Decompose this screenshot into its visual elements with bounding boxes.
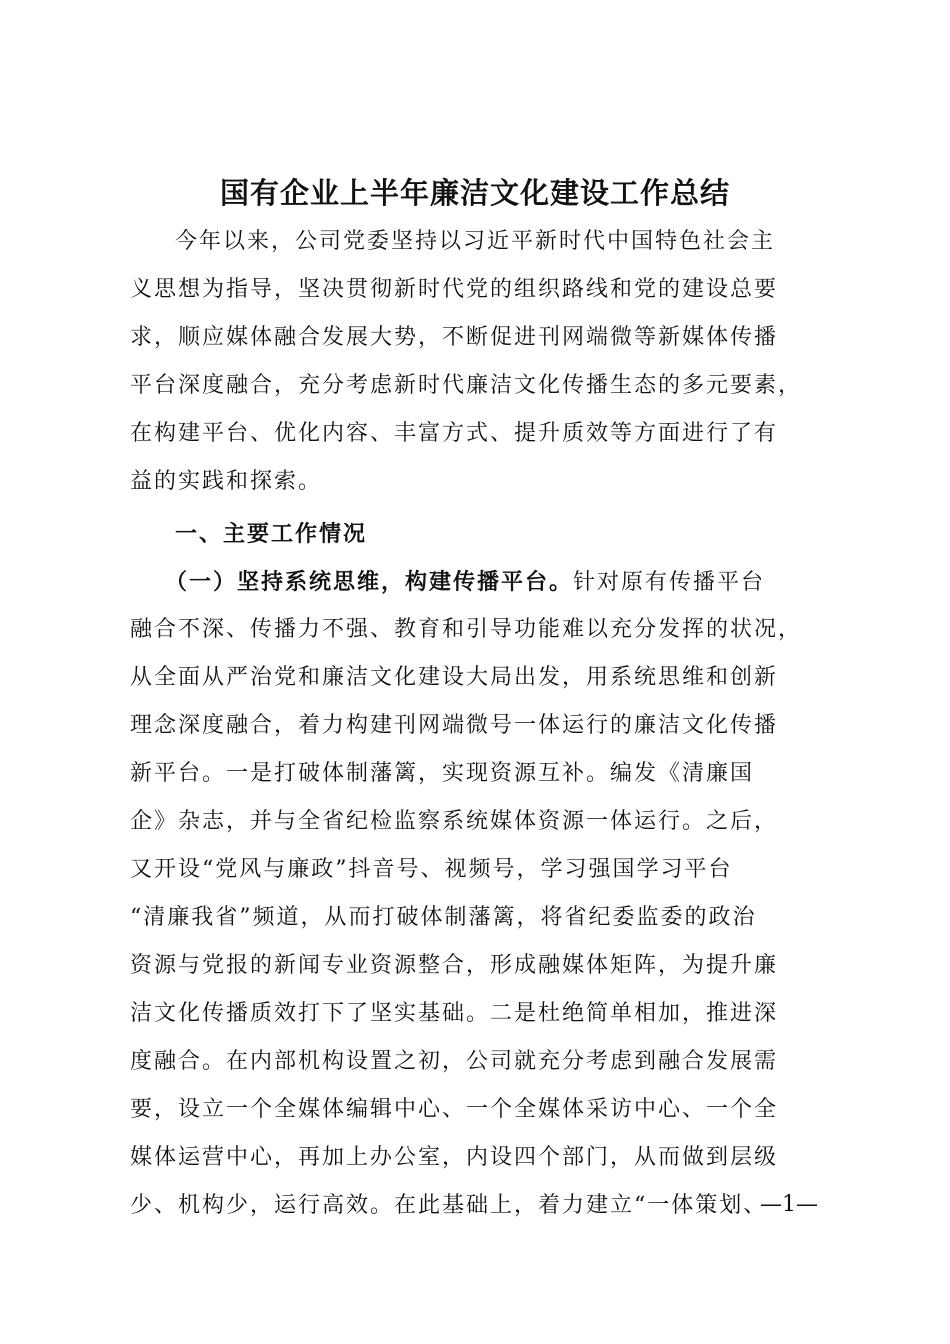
paragraph-line: 资源与党报的新闻专业资源整合，形成融媒体矩阵，为提升廉 xyxy=(130,953,779,978)
paragraph-line: 新平台。一是打破体制藩篱，实现资源互补。编发《清廉国 xyxy=(130,761,755,786)
intro-line: 求，顺应媒体融合发展大势，不断促进刊网端微等新媒体传播 xyxy=(130,325,779,350)
intro-line: 在构建平台、优化内容、丰富方式、提升质效等方面进行了有 xyxy=(130,421,779,446)
paragraph-line: 少、机构少，运行高效。在此基础上，着力建立“一体策划、 xyxy=(130,1193,768,1218)
intro-line: 益的实践和探索。 xyxy=(130,469,323,494)
section-heading: 一、主要工作情况 xyxy=(175,521,368,547)
paragraph-line: 度融合。在内部机构设置之初，公司就充分考虑到融合发展需 xyxy=(130,1049,779,1074)
intro-line: 今年以来，公司党委坚持以习近平新时代中国特色社会主 xyxy=(175,229,776,254)
paragraph-line: 融合不深、传播力不强、教育和引导功能难以充分发挥的状况， xyxy=(130,617,803,642)
paragraph-line: 要，设立一个全媒体编辑中心、一个全媒体采访中心、一个全 xyxy=(130,1097,779,1122)
paragraph-line: 企》杂志，并与全省纪检监察系统媒体资源一体运行。之后， xyxy=(130,809,779,834)
paragraph-text: 针对原有传播平台 xyxy=(573,570,766,595)
paragraph-line: “清廉我省”频道，从而打破体制藩篱，将省纪委监委的政治 xyxy=(130,905,757,930)
paragraph-line: 洁文化传播质效打下了坚实基础。二是杜绝简单相加，推进深 xyxy=(130,1001,779,1026)
document-title: 国有企业上半年廉洁文化建设工作总结 xyxy=(219,176,730,210)
intro-line: 平台深度融合，充分考虑新时代廉洁文化传播生态的多元要素， xyxy=(130,373,803,398)
paragraph-line: 理念深度融合，着力构建刊网端微号一体运行的廉洁文化传播 xyxy=(130,713,779,738)
page-number: —1— xyxy=(760,1192,818,1217)
subsection-first-line xyxy=(130,558,820,606)
paragraph-line: 媒体运营中心，再加上办公室，内设四个部门，从而做到层级 xyxy=(130,1145,779,1170)
document-body xyxy=(130,218,820,1230)
paragraph-line: 从全面从严治党和廉洁文化建设大局出发，用系统思维和创新 xyxy=(130,665,779,690)
intro-line: 义思想为指导，坚决贯彻新时代党的组织路线和党的建设总要 xyxy=(130,277,779,302)
subsection-heading: （一）坚持系统思维，构建传播平台。 xyxy=(165,569,574,595)
paragraph-line: 又开设“党风与廉政”抖音号、视频号，学习强国学习平台 xyxy=(130,857,733,882)
